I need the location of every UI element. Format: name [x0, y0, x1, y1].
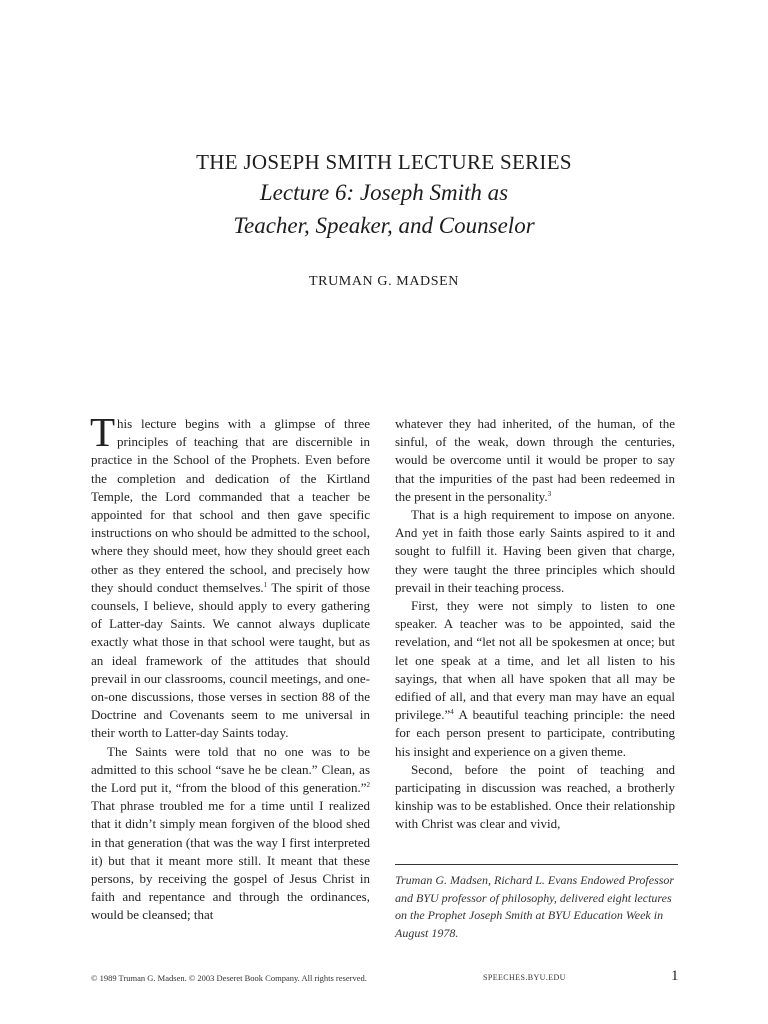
title-block — [0, 148, 768, 242]
paragraph-3 — [395, 415, 675, 506]
paragraph-2-text-b: That phrase troubled me for a time until I realized that it didn’t simply mean forgiven of the blood shed in that generation (that was the way I first interpreted it) but that it meant more still. It meant that these persons, by receiving the gospel of Jesus Christ in faith and repentance and through the ordinances, would be cleansed; that — [91, 798, 370, 923]
lecture-title-line-1: Lecture 6: Joseph Smith as — [259, 180, 509, 205]
lecture-title-line-2: Teacher, Speaker, and Counselor — [233, 213, 535, 238]
paragraph-6: Second, before the point of teaching and participating in discussion was reached, a brotherly kinship was to be established. Once their relationship with Christ was clear and vivid, — [395, 761, 675, 832]
footnote-ref-1: 1 — [263, 580, 268, 589]
paragraph-1-text: his lecture begins with a glimpse of three principles of teaching that are discernible in practice in the School of the Prophets. Even before the completion and dedication of the Kirtland Temple, the Lord commanded that a teacher be appointed for that school and then gave specific instructions on who should be admitted to the school, where they should meet, how they should greet each other as they entered the school, and precisely how they should conduct themselves. — [91, 416, 370, 595]
note-divider — [395, 864, 678, 865]
paragraph-1-tail: The spirit of those counsels, I believe, should apply to every gathering of Latter-day Saints. We cannot always duplicate exactly what those in that school were taught, but as an ideal framework of the attitudes that should prevail in our classrooms, council meetings, and one-on-one discussions, those verses in section 88 of the Doctrine and Covenants seem to me universal in their worth to Latter-day Saints today. — [91, 579, 371, 741]
author-name: TRUMAN G. MADSEN — [309, 274, 459, 289]
paragraph-5-text-a: First, they were not simply to listen to one speaker. A teacher was to be appointed, said the revelation, and “let not all be spokesmen at once; but let one speak at a time, and let all listen to his sayings, that when all have spoken that all may be edified of all, and that every man may have an equal privilege.” — [395, 598, 675, 723]
footnote-ref-4: 4 — [450, 708, 454, 717]
paragraph-4: That is a high requirement to impose on anyone. And yet in faith those early Saints aspired to it and sought to fulfill it. Having been given that charge, they were taught the three principles which should prevail in their teaching process. — [395, 507, 675, 595]
series-title: THE JOSEPH SMITH LECTURE SERIES — [196, 150, 572, 174]
right-column — [395, 415, 675, 834]
paragraph-1 — [90, 409, 371, 743]
footnote-ref-2: 2 — [366, 781, 370, 790]
paragraph-2-text-a: The Saints were told that no one was to be admitted to this school “save he be clean.” Clean, as the Lord put it, “from the blood of this generation.” — [91, 743, 370, 796]
paragraph-2 — [91, 743, 370, 925]
paragraph-5-text-b: A beautiful teaching principle: the need for each person present to participate, contributing his insight and experience on a given theme. — [395, 707, 675, 759]
footnote-ref-3: 3 — [547, 489, 552, 498]
paragraph-5 — [395, 597, 675, 761]
paragraph-3-text: whatever they had inherited, of the human, of the sinful, of the weak, down through the centuries, would be overcome until it would be proper to say that the impurities of the past had been redeemed in the present in the personality. — [395, 416, 675, 504]
site-link[interactable]: SPEECHES.BYU.EDU — [483, 973, 566, 982]
page-number: 1 — [671, 968, 679, 984]
left-column — [90, 409, 371, 925]
copyright-notice: © 1989 Truman G. Madsen. © 2003 Deseret Book Company. All rights reserved. — [91, 973, 367, 983]
drop-cap: T — [90, 409, 116, 455]
author-note: Truman G. Madsen, Richard L. Evans Endowed Professor and BYU professor of philosophy, delivered eight lectures on the Prophet Joseph Smith at BYU Education Week in August 1978. — [395, 873, 675, 940]
